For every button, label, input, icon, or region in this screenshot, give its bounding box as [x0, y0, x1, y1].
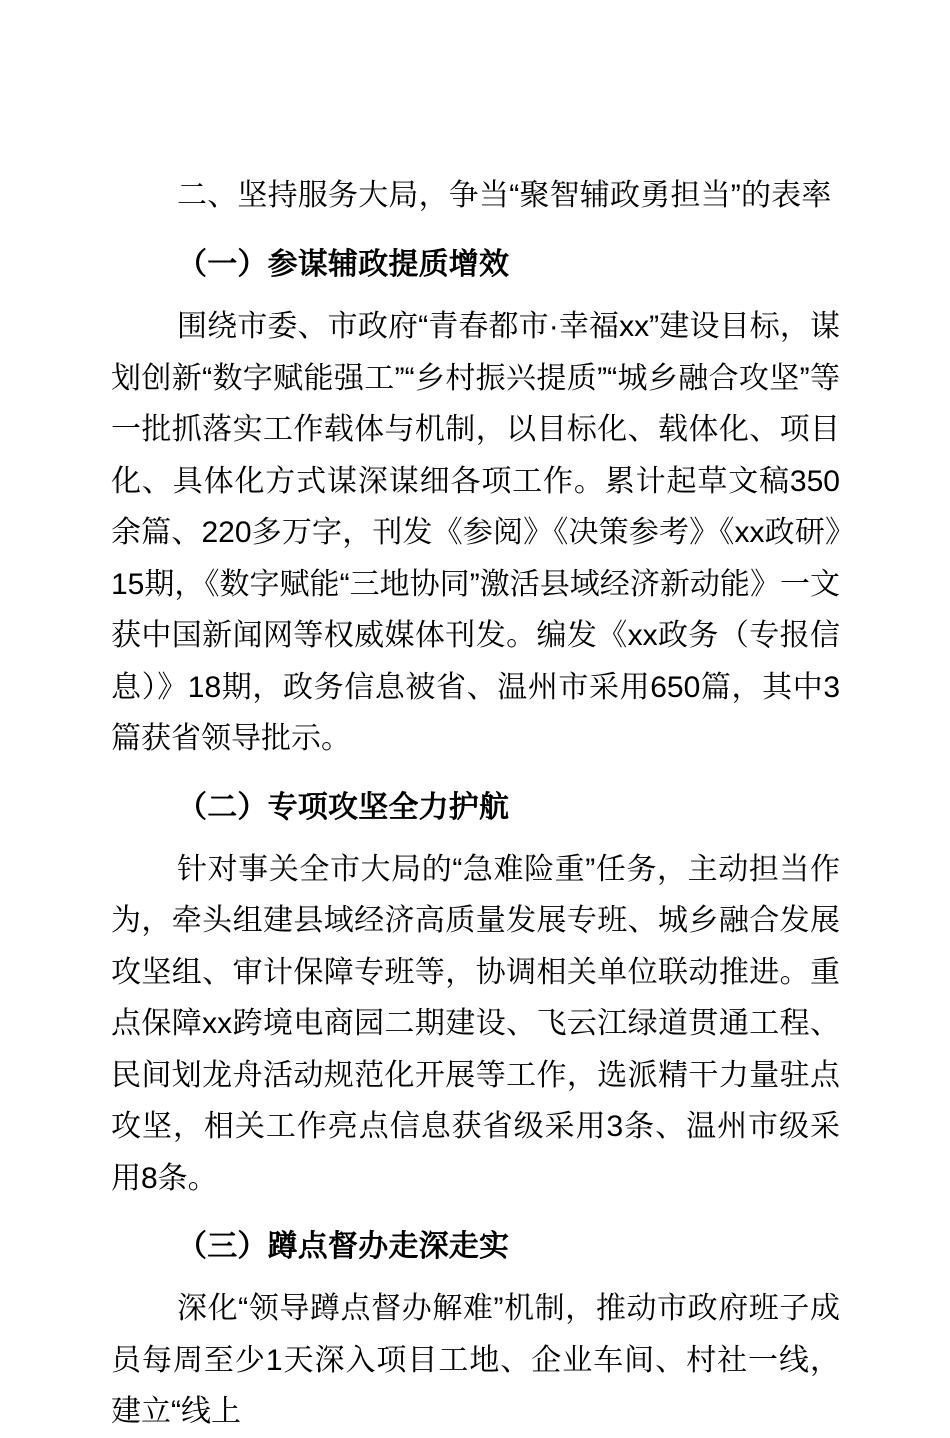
section-heading: 二、坚持服务大局，争当“聚智辅政勇担当”的表率	[177, 179, 832, 212]
subsection-3-heading: （三）蹲点督办走深走实	[177, 1230, 510, 1263]
subsection-2-heading: （二）专项攻坚全力护航	[177, 790, 510, 824]
subsection-2-paragraph: 针对事关全市大局的“急难险重”任务，主动担当作为，牵头组建县域经济高质量发展专班、城乡融合发展攻坚组、审计保障专班等，协调相关单位联动推进。重点保障xx跨境电商园二期建设、飞云江绿道贯通工程、民间划龙舟活动规范化开展等工作，选派精干力量驻点攻坚，相关工作亮点信息获省级采用3条、温州市级采用8条。	[111, 852, 840, 1195]
subsection-1-paragraph: 围绕市委、市政府“青春都市·幸福xx”建设目标，谋划创新“数字赋能强工”“乡村振兴提质”“城乡融合攻坚”等一批抓落实工作载体与机制，以目标化、载体化、项目化、具体化方式谋深谋细各项工作。累计起草文稿350余篇、220多万字，刊发《参阅》《决策参考》《xx政研》15期，《数字赋能“三地协同”激活县域经济新动能》一文获中国新闻网等权威媒体刊发。编发《xx政务（专报信息）》18期，政务信息被省、温州市采用650篇，其中3篇获省领导批示。	[111, 310, 840, 755]
subsection-3-paragraph: 深化“领导蹲点督办解难”机制，推动市政府班子成员每周至少1天深入项目工地、企业车间、村社一线，建立“线上	[111, 1292, 840, 1428]
document-content	[111, 170, 840, 1438]
subsection-1-heading: （一）参谋辅政提质增效	[177, 248, 510, 281]
